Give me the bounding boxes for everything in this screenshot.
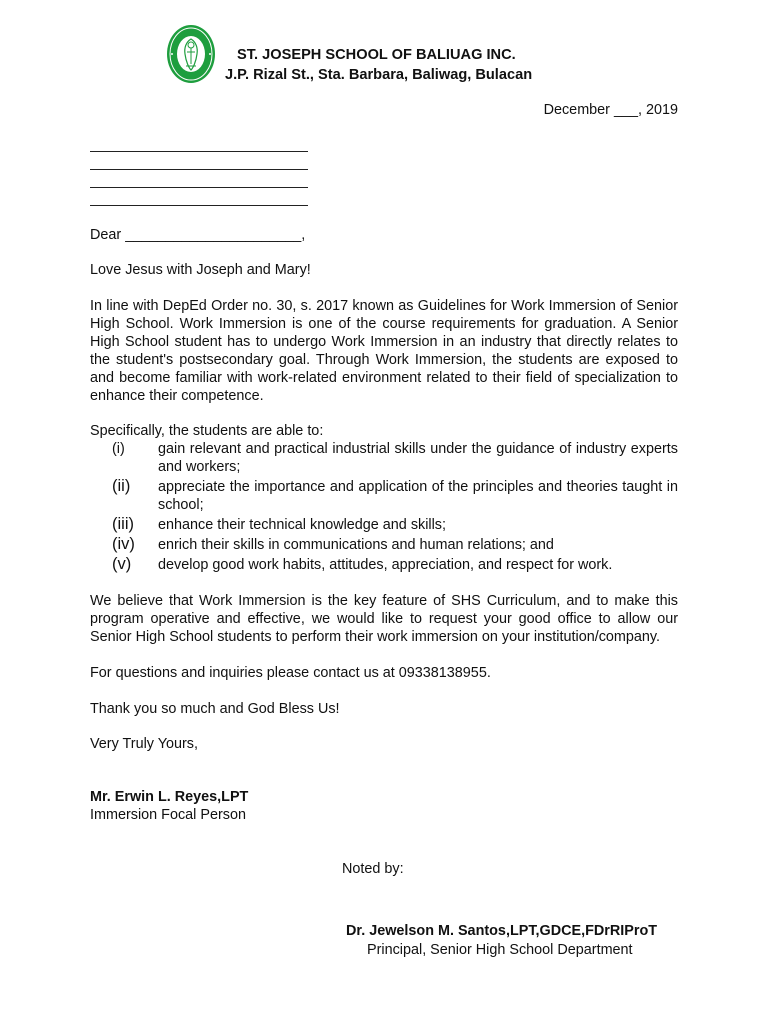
- intro-paragraph: In line with DepEd Order no. 30, s. 2017 known as Guidelines for Work Immersion of Senior High School. Work Immersion is one of the course requirements for graduation. A Senior High School student has to undergo Work Immersion in an industry that directly relates to the student's postsecondary goal. Through Work Immersion, the students are exposed to and become familiar with work-related environment related to their field of specialization to enhance their competence.: [90, 298, 678, 404]
- objective-text: appreciate the importance and application of the principles and theories taught in school;: [158, 479, 678, 513]
- objective-number: (iv): [112, 535, 135, 553]
- sender-title: Immersion Focal Person: [90, 807, 246, 823]
- list-intro: Specifically, the students are able to:: [90, 423, 324, 439]
- greeting: Love Jesus with Joseph and Mary!: [90, 262, 311, 278]
- noted-by-label: Noted by:: [342, 861, 404, 877]
- objective-text: enhance their technical knowledge and skills;: [158, 517, 446, 533]
- objective-number: (v): [112, 555, 132, 573]
- principal-title: Principal, Senior High School Department: [367, 942, 633, 958]
- letter-date: December ___, 2019: [543, 102, 678, 118]
- objective-number: (ii): [112, 477, 131, 495]
- closing-line: Very Truly Yours,: [90, 736, 198, 752]
- objective-text: develop good work habits, attitudes, appreciation, and respect for work.: [158, 557, 613, 573]
- recipient-line-2: [90, 169, 308, 170]
- objective-number: (i): [112, 441, 125, 457]
- thanks-line: Thank you so much and God Bless Us!: [90, 701, 340, 717]
- salutation: Dear ______________________,: [90, 227, 306, 243]
- objective-text: gain relevant and practical industrial skills under the guidance of industry experts and workers;: [158, 441, 678, 475]
- principal-name: Dr. Jewelson M. Santos,LPT,GDCE,FDrRIProT: [346, 923, 658, 939]
- objective-text: enrich their skills in communications and human relations; and: [158, 537, 554, 553]
- recipient-line-1: [90, 151, 308, 152]
- sender-name: Mr. Erwin L. Reyes,LPT: [90, 789, 249, 805]
- request-paragraph: We believe that Work Immersion is the key feature of SHS Curriculum, and to make this program operative and effective, we would like to request your good office to allow our Senior High School students to perform their work immersion on your institution/company.: [90, 593, 678, 645]
- recipient-line-4: [90, 205, 308, 206]
- school-seal-logo: [166, 24, 216, 84]
- school-name: ST. JOSEPH SCHOOL OF BALIUAG INC.: [237, 47, 516, 63]
- contact-line: For questions and inquiries please contact us at 09338138955.: [90, 665, 491, 681]
- recipient-line-3: [90, 187, 308, 188]
- school-address: J.P. Rizal St., Sta. Barbara, Baliwag, Bulacan: [225, 67, 533, 83]
- objective-number: (iii): [112, 515, 134, 533]
